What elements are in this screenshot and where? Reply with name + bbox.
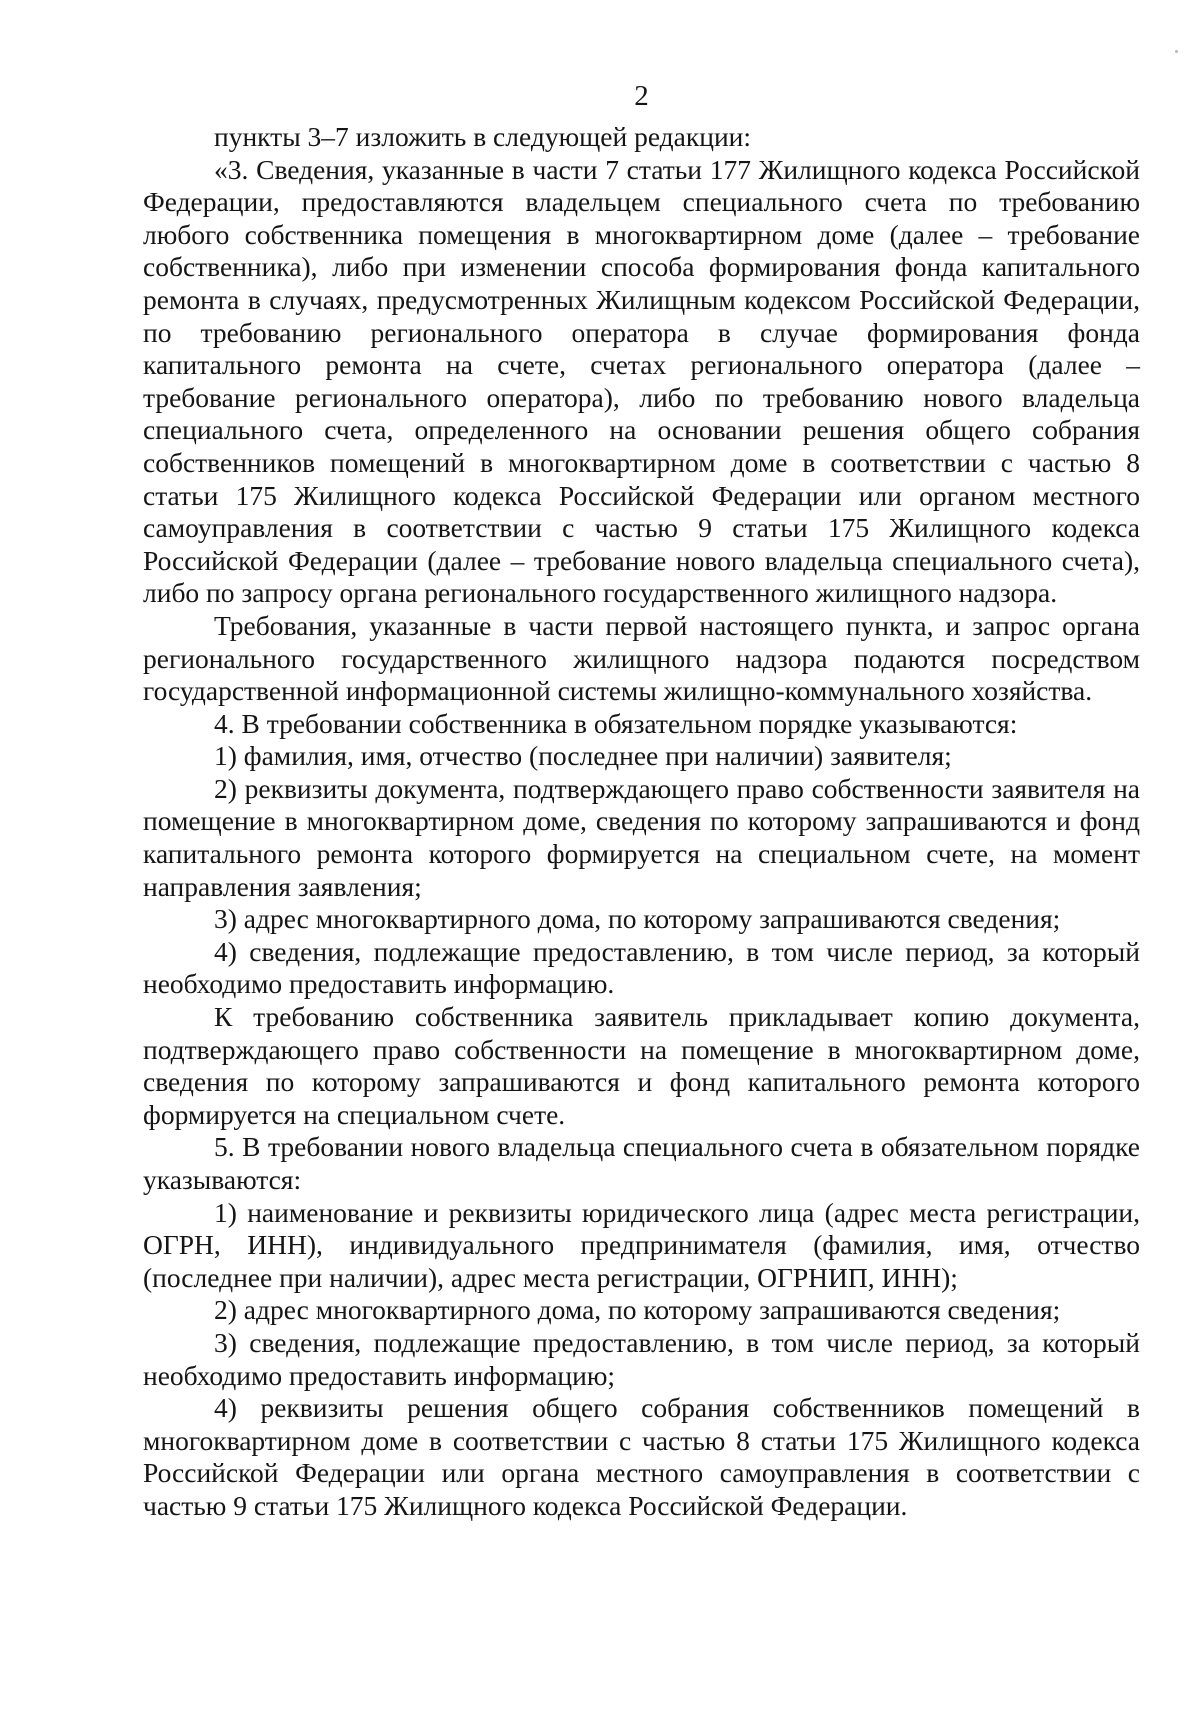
paragraph-item-4: 4. В требовании собственника в обязательном порядке указываются:: [214, 707, 1018, 739]
document-body: [143, 121, 1140, 1523]
paragraph-item-4-sub-1: 1) фамилия, имя, отчество (последнее при наличии) заявителя;: [214, 740, 952, 772]
paragraph-item-5: 5. В требовании нового владельца специального счета в обязательном порядке указываются:: [143, 1131, 1140, 1195]
paragraph-item-4-sub-2: 2) реквизиты документа, подтверждающего право собственности заявителя на помещение в многоквартирном доме, сведения по которому запрашиваются и фонд капитального ремонта которого формируется на специальном счете, на момент направления заявления;: [143, 772, 1140, 902]
paragraph-item-5-sub-3: 3) сведения, подлежащие предоставлению, в том числе период, за который необходимо предоставить информацию;: [143, 1326, 1140, 1391]
paragraph-item-4-sub-3: 3) адрес многоквартирного дома, по которому запрашиваются сведения;: [214, 903, 1061, 935]
paragraph-item-3-requests: Требования, указанные в части первой настоящего пункта, и запрос органа регионального государственного жилищного надзора подаются посредством государственной информационной системы жилищно-коммунального хозяйства.: [143, 609, 1140, 707]
page-number: 2: [634, 80, 649, 112]
paragraph-item-4-attachment: К требованию собственника заявитель прикладывает копию документа, подтверждающего право собственности на помещение в многоквартирном доме, сведения по которому запрашиваются и фонд капитального ремонта которого формируется на специальном счете.: [143, 1001, 1140, 1130]
paragraph-item-5-sub-2: 2) адрес многоквартирного дома, по которому запрашиваются сведения;: [214, 1294, 1061, 1326]
document-page: [143, 0, 1140, 1710]
paragraph-item-5-sub-4: 4) реквизиты решения общего собрания собственников помещений в многоквартирном доме в соответствии с частью 8 статьи 175 Жилищного кодекса Российской Федерации или органа местного самоуправления в соответствии с частью 9 статьи 175 Жилищного кодекса Российской Федерации.: [143, 1392, 1140, 1521]
scan-artifact: [1175, 50, 1178, 53]
paragraph-item-3: «3. Сведения, указанные в части 7 статьи 177 Жилищного кодекса Российской Федерации, предоставляются владельцем специального счета по требованию любого собственника помещения в многоквартирном доме (далее – требование собственника), либо при изменении способа формирования фонда капитального ремонта в случаях, предусмотренных Жилищным кодексом Российской Федерации, по требованию регионального оператора в случае формирования фонда капитального ремонта на счете, счетах регионального оператора (далее – требование регионального оператора), либо по требованию нового владельца специального счета, определенного на основании решения общего собрания собственников помещений в многоквартирном доме в соответствии с частью 8 статьи 175 Жилищного кодекса Российской Федерации или органом местного самоуправления в соответствии с частью 9 статьи 175 Жилищного кодекса Российской Федерации (далее – требование нового владельца специального счета), либо по запросу органа регионального государственного жилищного надзора.: [143, 153, 1140, 609]
paragraph-item-5-sub-1: 1) наименование и реквизиты юридического лица (адрес места регистрации, ОГРН, ИНН), индивидуального предпринимателя (фамилия, имя, отчество (последнее при наличии), адрес места регистрации, ОГРНИП, ИНН);: [143, 1196, 1140, 1293]
paragraph-intro: пункты 3–7 изложить в следующей редакции:: [214, 121, 752, 152]
paragraph-item-4-sub-4: 4) сведения, подлежащие предоставлению, в том числе период, за который необходимо предоставить информацию.: [143, 935, 1140, 1000]
